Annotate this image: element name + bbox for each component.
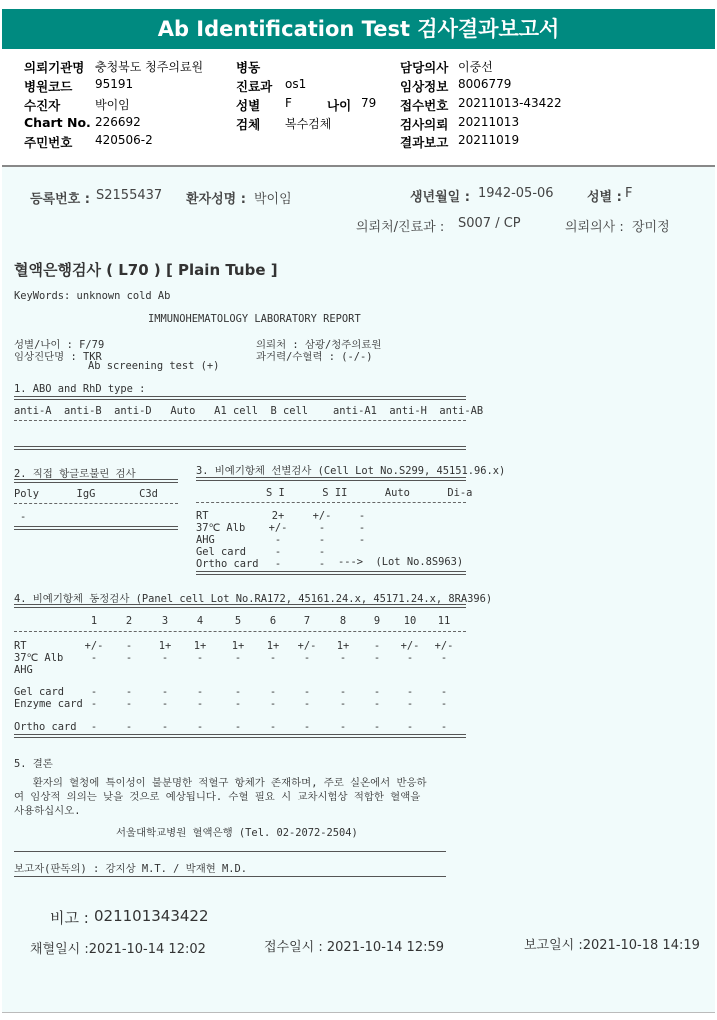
- s2-rule-bottom: [14, 526, 178, 530]
- s4-cell: -: [440, 652, 448, 664]
- diagnosis: 임상진단명 : TKR: [14, 351, 102, 363]
- hospital-value: 충청북도 청주의료원: [95, 60, 204, 74]
- history: 과거력/수혈력 : (-/-): [256, 351, 373, 363]
- s4-cell: -: [303, 698, 311, 710]
- s4-rule-top: [14, 604, 466, 608]
- s5-title: 5. 결론: [14, 758, 53, 770]
- page-title: Ab Identification Test 검사결과보고서: [2, 9, 715, 49]
- s4-cell: -: [269, 686, 277, 698]
- sex-value: F: [285, 96, 292, 110]
- reporter-rule: [14, 876, 446, 877]
- name-value: 박이임: [254, 192, 292, 207]
- s2-rule-mid: [14, 503, 178, 504]
- s3-cell: +/-: [312, 510, 332, 522]
- s4-col-header: 9: [373, 615, 381, 627]
- s4-cell: 1+: [193, 640, 207, 652]
- s4-cell: -: [373, 652, 381, 664]
- s3-title: 3. 비예기항체 선별검사 (Cell Lot No.S299, 45151.96.x): [196, 465, 506, 477]
- s3-rule-mid: [196, 502, 466, 503]
- s4-col-header: 4: [196, 615, 204, 627]
- sex-label: 성별: [236, 98, 261, 113]
- s3-row-label: Gel card: [196, 546, 247, 558]
- s4-col-header: 2: [125, 615, 133, 627]
- s3-cell: -: [274, 546, 282, 558]
- s4-cell: -: [161, 721, 169, 733]
- s4-cell: -: [406, 652, 414, 664]
- result-label: 결과보고: [400, 135, 449, 150]
- sex-age: 성별/나이 : F/79: [14, 339, 105, 351]
- s4-cell: -: [125, 640, 133, 652]
- s4-cell: -: [90, 686, 98, 698]
- s2-headers: Poly IgG C3d: [14, 488, 158, 500]
- reported-time: 보고일시 :2021-10-18 14:19: [524, 938, 700, 953]
- bank-rule: [14, 851, 446, 852]
- s4-cell: 1+: [158, 640, 172, 652]
- s4-cell: +/-: [434, 640, 454, 652]
- s4-rule-bottom: [14, 734, 466, 738]
- s3-row-label: AHG: [196, 534, 215, 546]
- s4-cell: -: [161, 652, 169, 664]
- code-value: 95191: [95, 77, 134, 91]
- reg-label: 등록번호 :: [30, 192, 90, 207]
- s4-cell: -: [196, 686, 204, 698]
- remark-value: 021101343422: [94, 907, 209, 925]
- collect-time: 채혈일시 :2021-10-14 12:02: [30, 942, 206, 957]
- keywords: KeyWords: unknown cold Ab: [14, 290, 171, 302]
- s4-row-label: 37℃ Alb: [14, 652, 64, 664]
- dob-value: 1942-05-06: [478, 186, 554, 201]
- s4-row-label: Enzyme card: [14, 698, 83, 710]
- ref-place: 의뢰처 : 삼광/청주의료원: [256, 339, 382, 351]
- s4-cell: -: [339, 686, 347, 698]
- s4-cell: -: [440, 721, 448, 733]
- s4-cell: 1+: [266, 640, 280, 652]
- s3-cell: -: [358, 510, 366, 522]
- s3-cell: -: [358, 534, 366, 546]
- ref-doctor-label: 의뢰의사 :: [565, 220, 624, 235]
- patient-value: 박이임: [95, 98, 130, 112]
- reg-value: S2155437: [96, 188, 163, 203]
- s3-rule-bottom: [196, 571, 466, 575]
- s3-cell: -: [318, 558, 326, 570]
- s4-cell: -: [196, 698, 204, 710]
- conclusion-line-1: 환자의 혈청에 특이성이 불분명한 적혈구 항체가 존재하며, 주로 실온에서 반응하: [14, 777, 427, 789]
- s2-value: -: [20, 511, 27, 523]
- s3-row-label: RT: [196, 510, 209, 522]
- s4-cell: -: [269, 652, 277, 664]
- dept-value: os1: [285, 77, 307, 91]
- s4-col-header: 6: [269, 615, 277, 627]
- s3-cell: -: [318, 522, 326, 534]
- s4-cell: -: [406, 698, 414, 710]
- conclusion-line-2: 여 임상적 의의는 낮을 것으로 예상됩니다. 수혈 필요 시 교차시험상 적합한 혈액을: [14, 791, 421, 803]
- s4-cell: -: [90, 698, 98, 710]
- receipt-label: 접수번호: [400, 98, 449, 113]
- s4-cell: -: [440, 686, 448, 698]
- name-label: 환자성명 :: [186, 192, 246, 207]
- hospital-label: 의뢰기관명: [24, 60, 85, 75]
- s4-cell: -: [161, 686, 169, 698]
- report-sex-value: F: [625, 186, 633, 201]
- age-label: 나이: [327, 98, 352, 113]
- s2-title: 2. 직접 항글로불린 검사: [14, 468, 136, 480]
- s4-cell: -: [339, 652, 347, 664]
- specimen-value: 복수검체: [285, 117, 332, 131]
- s4-cell: -: [125, 652, 133, 664]
- s4-cell: -: [303, 652, 311, 664]
- s3-headers: S I S II Auto Di-a: [266, 487, 473, 499]
- reporter: 보고자(판독의) : 강지상 M.T. / 박재현 M.D.: [14, 863, 248, 875]
- s4-row-label: Ortho card: [14, 721, 77, 733]
- received-time: 접수일시 : 2021-10-14 12:59: [264, 940, 445, 955]
- patient-label: 수진자: [24, 98, 61, 113]
- doctor-value: 이중선: [458, 60, 493, 74]
- s4-cell: +/-: [84, 640, 104, 652]
- s4-row-label: RT: [14, 640, 27, 652]
- s4-rule-mid: [14, 631, 466, 632]
- s4-cell: -: [406, 686, 414, 698]
- s4-cell: -: [373, 640, 381, 652]
- s3-cell: -: [358, 522, 366, 534]
- s3-cell: -: [274, 558, 282, 570]
- clinical-label: 임상정보: [400, 79, 449, 94]
- s3-cell: -: [318, 546, 326, 558]
- section-title: 혈액은행검사 ( L70 ) [ Plain Tube ]: [14, 261, 278, 279]
- s4-cell: -: [373, 686, 381, 698]
- request-label: 검사의뢰: [400, 117, 449, 132]
- s4-cell: -: [406, 721, 414, 733]
- s4-cell: -: [269, 721, 277, 733]
- s4-cell: -: [303, 721, 311, 733]
- referral-value: S007 / CP: [458, 216, 521, 231]
- s4-cell: -: [303, 686, 311, 698]
- remark-label: 비고 :: [50, 909, 89, 927]
- s4-col-header: 3: [161, 615, 169, 627]
- resident-label: 주민번호: [24, 135, 73, 150]
- clinical-value: 8006779: [458, 77, 512, 91]
- s4-cell: +/-: [297, 640, 317, 652]
- s4-col-header: 7: [303, 615, 311, 627]
- age-value: 79: [361, 96, 377, 110]
- s4-col-header: 11: [437, 615, 451, 627]
- s3-cell: -: [274, 534, 282, 546]
- s4-cell: 1+: [231, 640, 245, 652]
- code-label: 병원코드: [24, 79, 73, 94]
- s4-cell: -: [234, 686, 242, 698]
- s4-cell: -: [196, 721, 204, 733]
- s4-cell: -: [161, 698, 169, 710]
- s4-col-header: 8: [339, 615, 347, 627]
- page-bottom-border: [2, 1012, 715, 1013]
- ref-doctor-value: 장미정: [632, 220, 670, 235]
- specimen-label: 검체: [236, 117, 261, 132]
- s2-rule-top: [14, 479, 178, 483]
- s3-cell: +/-: [268, 522, 288, 534]
- s4-cell: -: [440, 698, 448, 710]
- referral-label: 의뢰처/진료과 :: [356, 220, 445, 235]
- ward-label: 병동: [236, 60, 261, 75]
- dept-label: 진료과: [236, 79, 273, 94]
- request-value: 20211013: [458, 115, 520, 129]
- s4-cell: -: [269, 698, 277, 710]
- s4-cell: +/-: [400, 640, 420, 652]
- s3-cell: 2+: [271, 510, 285, 522]
- s1-rule-mid: [14, 420, 466, 421]
- resident-value: 420506-2: [95, 133, 153, 147]
- s3-rule-top: [196, 477, 466, 481]
- s4-col-header: 10: [403, 615, 417, 627]
- conclusion-line-3: 사용하십시오.: [14, 805, 81, 817]
- s4-cell: -: [196, 652, 204, 664]
- s4-col-header: 5: [234, 615, 242, 627]
- s1-rule-bottom: [14, 446, 466, 450]
- s4-cell: -: [125, 698, 133, 710]
- s4-cell: -: [125, 686, 133, 698]
- s1-headers: anti-A anti-B anti-D Auto A1 cell B cell anti-A1 anti-H anti-AB: [14, 405, 484, 417]
- s4-cell: -: [90, 721, 98, 733]
- s4-cell: -: [234, 721, 242, 733]
- s1-rule-top: [14, 396, 466, 400]
- lab-title: IMMUNOHEMATOLOGY LABORATORY REPORT: [148, 313, 361, 325]
- s3-cell: -: [318, 534, 326, 546]
- screening: Ab screening test (+): [88, 360, 220, 372]
- s4-cell: -: [339, 698, 347, 710]
- s3-ortho-note: ---> (Lot No.8S963): [338, 556, 464, 568]
- chart-label: Chart No.: [24, 115, 91, 130]
- blood-bank: 서울대학교병원 혈액은행 (Tel. 02-2072-2504): [116, 827, 358, 839]
- s4-cell: -: [234, 652, 242, 664]
- s4-row-label: AHG: [14, 664, 33, 676]
- s3-row-label: Ortho card: [196, 558, 259, 570]
- s4-title: 4. 비예기항체 동정검사 (Panel cell Lot No.RA172, 45161.24.x, 45171.24.x, 8RA396): [14, 593, 493, 605]
- doctor-label: 담당의사: [400, 60, 449, 75]
- chart-value: 226692: [95, 115, 141, 129]
- s3-row-label: 37℃ Alb: [196, 522, 246, 534]
- dob-label: 생년월일 :: [410, 190, 470, 205]
- s4-cell: 1+: [336, 640, 350, 652]
- receipt-value: 20211013-43422: [458, 96, 562, 110]
- s4-cell: -: [339, 721, 347, 733]
- s4-cell: -: [373, 698, 381, 710]
- report-sex-label: 성별 :: [587, 190, 622, 205]
- s4-cell: -: [90, 652, 98, 664]
- s4-row-label: Gel card: [14, 686, 65, 698]
- s4-cell: -: [125, 721, 133, 733]
- s4-col-header: 1: [90, 615, 98, 627]
- s1-title: 1. ABO and RhD type :: [14, 383, 146, 395]
- s4-cell: -: [234, 698, 242, 710]
- result-value: 20211019: [458, 133, 520, 147]
- s4-cell: -: [373, 721, 381, 733]
